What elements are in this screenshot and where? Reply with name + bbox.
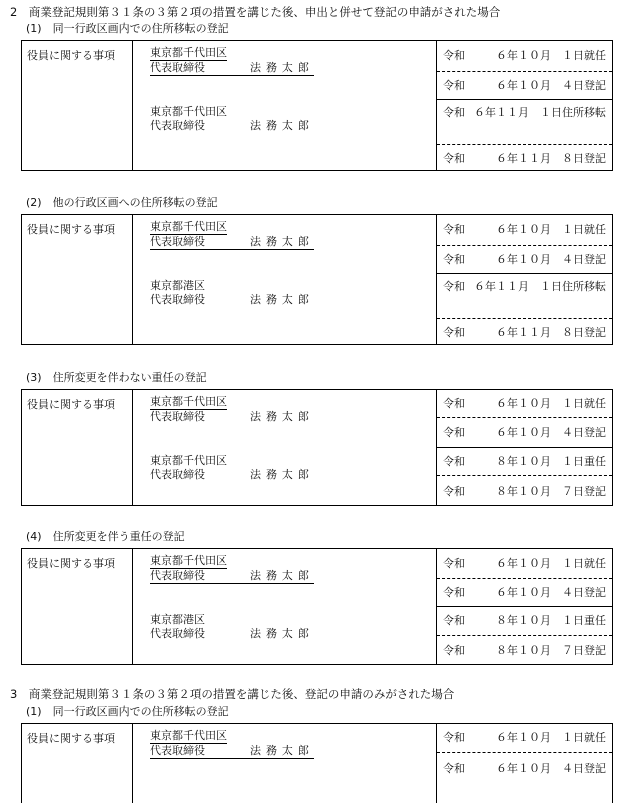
address: 東京都千代田区 bbox=[150, 105, 227, 118]
subheading-2-1: (1) 同一行政区画内での住所移転の登記 bbox=[26, 22, 229, 35]
officer-name: 法務太郎 bbox=[250, 744, 314, 757]
date-cell: 令和 ６年１１月 １日住所移転 bbox=[443, 106, 606, 119]
officer-name: 法務太郎 bbox=[250, 293, 314, 306]
officer-name: 法務太郎 bbox=[250, 468, 314, 481]
officer-title: 代表取締役 bbox=[150, 627, 205, 640]
officer-entry-1 bbox=[150, 729, 314, 759]
register-table-4 bbox=[21, 548, 613, 665]
date-cell: 令和 ６年１０月 １日就任 bbox=[443, 397, 606, 410]
date-cell: 令和 ６年１０月 ４日登記 bbox=[443, 762, 606, 775]
officer-title: 代表取締役 bbox=[150, 468, 205, 481]
date-cell: 令和 ６年１０月 １日就任 bbox=[443, 731, 606, 744]
date-cell: 令和 ６年１０月 ４日登記 bbox=[443, 253, 606, 266]
label-cell: 役員に関する事項 bbox=[22, 390, 133, 505]
officer-title: 代表取締役 bbox=[150, 61, 205, 74]
date-cell: 令和 ６年１０月 １日就任 bbox=[443, 557, 606, 570]
officer-title: 代表取締役 bbox=[150, 410, 205, 423]
officer-name: 法務太郎 bbox=[250, 569, 314, 582]
officer-title: 代表取締役 bbox=[150, 119, 205, 132]
register-table-3 bbox=[21, 389, 613, 506]
date-cell: 令和 ６年１１月 ８日登記 bbox=[443, 326, 606, 339]
date-column bbox=[436, 724, 612, 803]
officer-title: 代表取締役 bbox=[150, 744, 205, 757]
address: 東京都千代田区 bbox=[150, 395, 227, 408]
date-cell: 令和 ８年１０月 ７日登記 bbox=[443, 644, 606, 657]
date-column bbox=[436, 390, 612, 505]
officer-name: 法務太郎 bbox=[250, 119, 314, 132]
date-cell: 令和 ６年１１月 １日住所移転 bbox=[443, 280, 606, 293]
officer-name: 法務太郎 bbox=[250, 235, 314, 248]
address: 東京都千代田区 bbox=[150, 729, 227, 742]
officer-name: 法務太郎 bbox=[250, 627, 314, 640]
register-table-1 bbox=[21, 40, 613, 171]
officer-entry-1 bbox=[150, 46, 314, 76]
label-cell: 役員に関する事項 bbox=[22, 215, 133, 344]
officer-entry-2 bbox=[150, 613, 314, 641]
officer-entry-2 bbox=[150, 454, 314, 482]
address: 東京都千代田区 bbox=[150, 554, 227, 567]
address: 東京都港区 bbox=[150, 279, 205, 292]
officer-entry-2 bbox=[150, 279, 314, 307]
date-cell: 令和 ８年１０月 １日重任 bbox=[443, 614, 606, 627]
officer-entry-2 bbox=[150, 105, 314, 133]
date-cell: 令和 ６年１０月 １日就任 bbox=[443, 223, 606, 236]
subheading-3-1: (1) 同一行政区画内での住所移転の登記 bbox=[26, 705, 229, 718]
date-column bbox=[436, 215, 612, 344]
officer-entry-1 bbox=[150, 220, 314, 250]
date-cell: 令和 ６年１０月 ４日登記 bbox=[443, 79, 606, 92]
address: 東京都千代田区 bbox=[150, 220, 227, 233]
subheading-2-4: (4) 住所変更を伴う重任の登記 bbox=[26, 530, 185, 543]
section-3-heading: 3 商業登記規則第３１条の３第２項の措置を講じた後、登記の申請のみがされた場合 bbox=[10, 687, 455, 701]
date-cell: 令和 ６年１０月 １日就任 bbox=[443, 49, 606, 62]
officer-entry-1 bbox=[150, 395, 314, 424]
subheading-2-2: (2) 他の行政区画への住所移転の登記 bbox=[26, 196, 218, 209]
address: 東京都千代田区 bbox=[150, 454, 227, 467]
date-cell: 令和 ６年１１月 ８日登記 bbox=[443, 152, 606, 165]
date-column bbox=[436, 549, 612, 664]
label-cell: 役員に関する事項 bbox=[22, 549, 133, 664]
officer-entry-1 bbox=[150, 554, 314, 584]
label-cell: 役員に関する事項 bbox=[22, 724, 133, 803]
date-cell: 令和 ８年１０月 １日重任 bbox=[443, 455, 606, 468]
date-cell: 令和 ８年１０月 ７日登記 bbox=[443, 485, 606, 498]
register-table-2 bbox=[21, 214, 613, 345]
address: 東京都港区 bbox=[150, 613, 205, 626]
label-cell: 役員に関する事項 bbox=[22, 41, 133, 170]
officer-title: 代表取締役 bbox=[150, 569, 205, 582]
date-column bbox=[436, 41, 612, 170]
officer-name: 法務太郎 bbox=[250, 61, 314, 74]
section-2-heading: 2 商業登記規則第３１条の３第２項の措置を講じた後、申出と併せて登記の申請がされた場合 bbox=[10, 5, 501, 19]
officer-name: 法務太郎 bbox=[250, 410, 314, 423]
address: 東京都千代田区 bbox=[150, 46, 227, 59]
officer-title: 代表取締役 bbox=[150, 293, 205, 306]
date-cell: 令和 ６年１０月 ４日登記 bbox=[443, 586, 606, 599]
date-cell: 令和 ６年１０月 ４日登記 bbox=[443, 426, 606, 439]
subheading-2-3: (3) 住所変更を伴わない重任の登記 bbox=[26, 371, 207, 384]
officer-title: 代表取締役 bbox=[150, 235, 205, 248]
register-table-5 bbox=[21, 723, 613, 803]
